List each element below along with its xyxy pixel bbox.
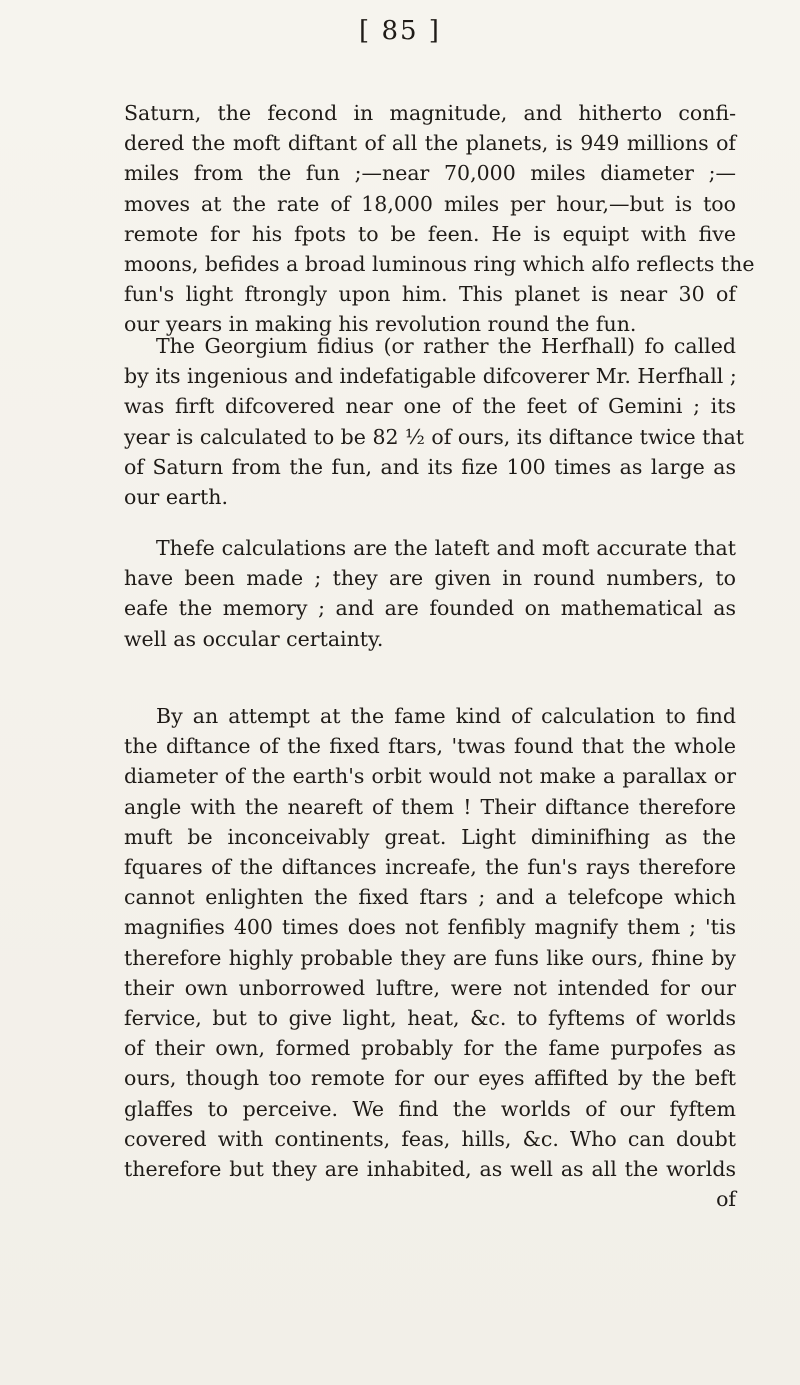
text-line: The Georgium fidius (or rather the Herfhall) fo called [156,334,736,358]
text-line: ours, though too remote for our eyes affifted by the beft [124,1066,736,1091]
text-line: remote for his fpots to be feen. He is equipt with five [124,221,736,246]
text-line: have been made ; they are given in round numbers, to [124,566,736,591]
text-line: diameter of the earth's orbit would not make a parallax or [124,764,736,789]
text-line: therefore but they are inhabited, as well as all the worlds [124,1157,736,1182]
text-line: cannot enlighten the fixed ftars ; and a telefcope which [124,885,736,910]
text-line: covered with continents, feas, hills, &c. Who can doubt [124,1126,736,1151]
text-line: fun's light ftrongly upon him. This planet is near 30 of [124,282,736,307]
text-line: Saturn, the fecond in magnitude, and hitherto confi- [124,101,736,125]
paragraph-calculations [124,533,736,654]
text-line: of Saturn from the fun, and its fize 100 times as large as [124,454,736,479]
paragraph-georgium [124,331,745,512]
text-line: by its ingenious and indefatigable difcoverer Mr. Herfhall ; [124,364,737,389]
text-line: their own unborrowed luftre, were not intended for our [124,975,736,1000]
text-line: moons, befides a broad luminous ring which alfo reflects the [124,252,755,277]
text-line: fquares of the diftances increafe, the fun's rays therefore [124,855,736,880]
text-line: muft be inconceivably great. Light diminifhing as the [124,824,736,849]
text-line: glaffes to perceive. We find the worlds of our fyftem [124,1096,736,1121]
text-line: therefore highly probable they are funs like ours, fhine by [124,945,736,970]
text-line: the diftance of the fixed ftars, 'twas found that the whole [124,734,736,759]
page-number: [ 85 ] [359,16,441,46]
text-line: our earth. [124,485,228,510]
text-line: moves at the rate of 18,000 miles per hour,—but is too [124,191,736,216]
text-line: year is calculated to be 82 ½ of ours, its diftance twice that [124,424,745,449]
text-line: eafe the memory ; and are founded on mathematical as [124,596,736,621]
text-line: our years in making his revolution round the fun. [124,312,637,337]
text-line: of their own, formed probably for the fame purpofes as [124,1036,736,1061]
text-line: magnifies 400 times does not fenfibly magnify them ; 'tis [124,915,736,940]
text-line: miles from the fun ;—near 70,000 miles diameter ;— [124,161,736,186]
text-line: Thefe calculations are the lateft and moft accurate that [156,536,736,560]
text-line: well as occular certainty. [124,626,384,651]
paragraph-fixed-stars [124,701,736,1214]
text-line: dered the moft diftant of all the planets, is 949 millions of [124,131,736,156]
paragraph-saturn [124,98,755,340]
text-line: angle with the neareft of them ! Their diftance therefore [124,794,736,819]
catchword: of [716,1187,736,1212]
text-line: By an attempt at the fame kind of calculation to find [156,704,736,728]
text-line: fervice, but to give light, heat, &c. to fyftems of worlds [124,1006,736,1031]
text-line: was firft difcovered near one of the feet of Gemini ; its [124,394,736,419]
